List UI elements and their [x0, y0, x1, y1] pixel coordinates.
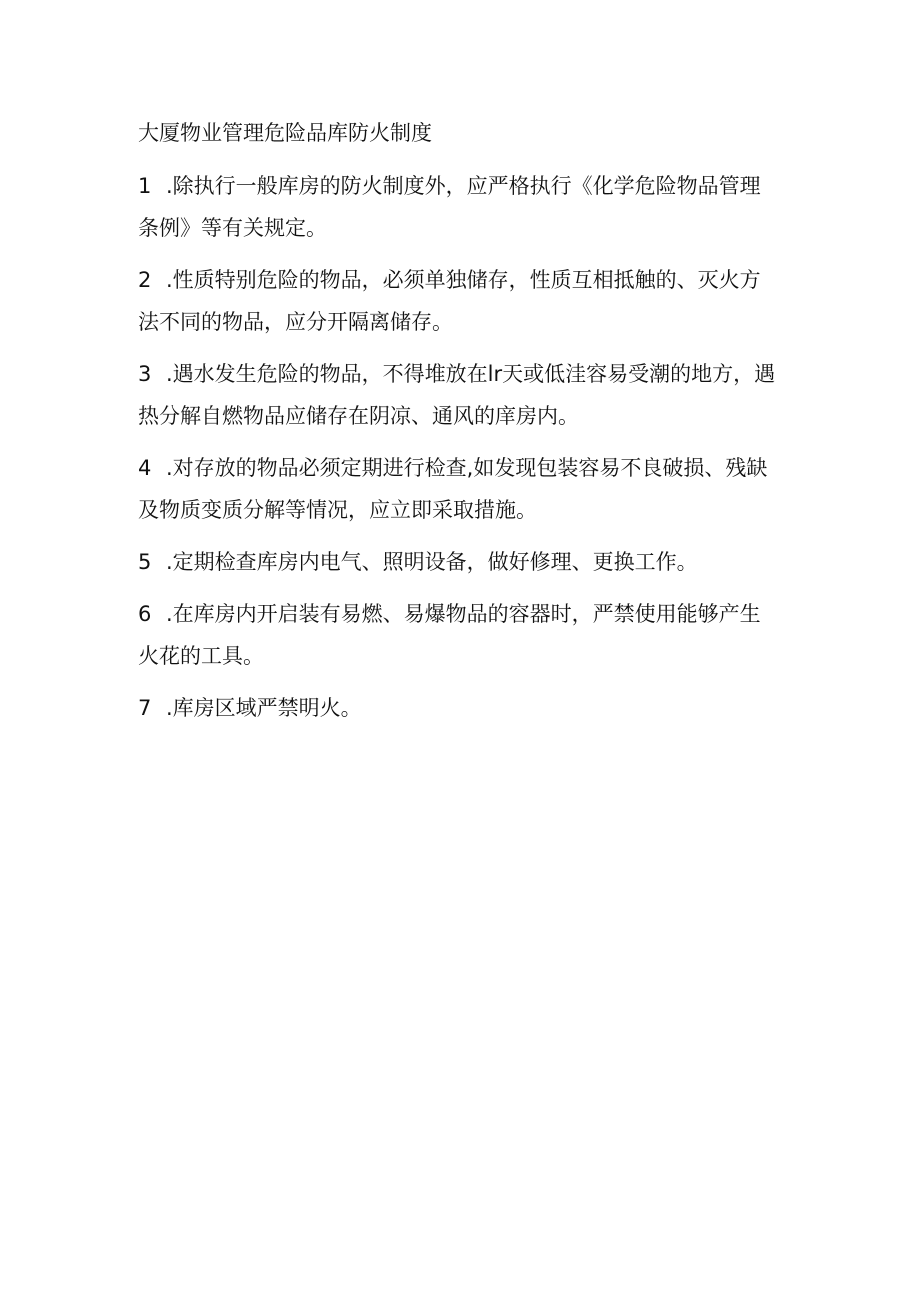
item-number: 4	[138, 456, 152, 480]
item-number: 6	[138, 602, 152, 626]
item-number: 1	[138, 174, 152, 198]
item-text: .性质特别危险的物品，必须单独储存，性质互相抵触的、灭火方法不同的物品，应分开隔离储存。	[138, 268, 761, 334]
item-text: .对存放的物品必须定期进行检查,如发现包装容易不良破损、残缺及物质变质分解等情况，应立即采取措施。	[138, 456, 768, 522]
regulation-item-3	[138, 353, 778, 437]
item-text: .遇水发生危险的物品，不得堆放在lr天或低洼容易受潮的地方，遇热分解自燃物品应储存在阴凉、通风的庠房内。	[138, 362, 776, 428]
regulation-item-7	[138, 687, 778, 729]
item-number: 3	[138, 362, 152, 386]
item-text: .在库房内开启装有易燃、易爆物品的容器时，严禁使用能够产生火花的工具。	[138, 602, 761, 668]
item-number: 2	[138, 268, 152, 292]
item-text: .除执行一般库房的防火制度外，应严格执行《化学危险物品管理条例》等有关规定。	[138, 174, 761, 240]
item-number: 7	[138, 696, 152, 720]
regulation-item-2	[138, 259, 778, 343]
item-text: .库房区域严禁明火。	[166, 696, 362, 720]
regulation-list	[138, 165, 778, 739]
regulation-item-4	[138, 447, 778, 531]
regulation-item-1	[138, 165, 778, 249]
document-title: 大厦物业管理危险品库防火制度	[138, 121, 432, 145]
item-number: 5	[138, 550, 152, 574]
regulation-item-6	[138, 593, 778, 677]
item-text: .定期检查库房内电气、照明设备，做好修理、更换工作。	[166, 550, 698, 574]
regulation-item-5	[138, 541, 778, 583]
